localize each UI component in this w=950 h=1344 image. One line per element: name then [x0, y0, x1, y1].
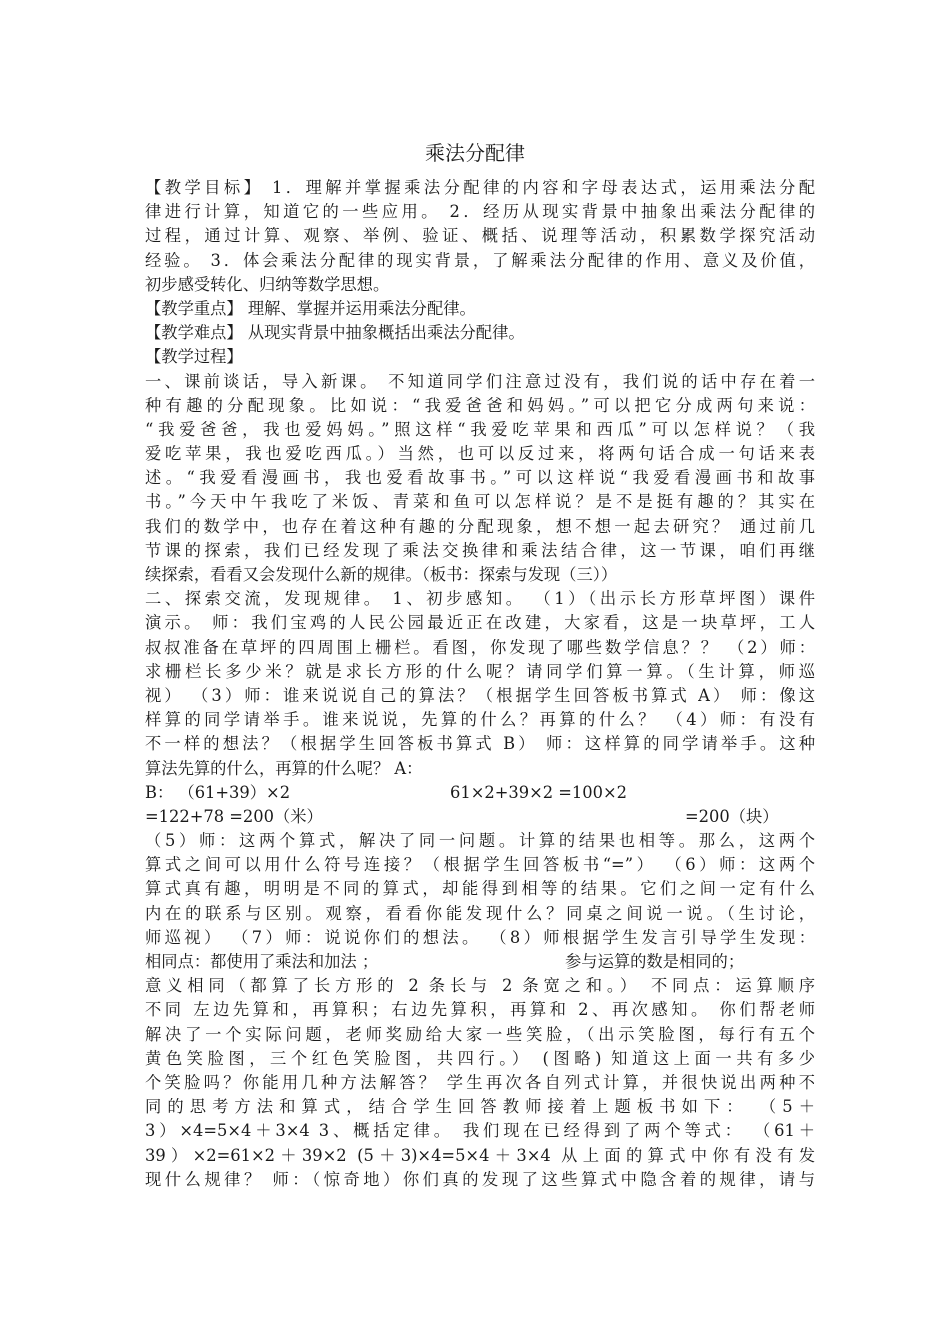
text-line: 【教学目标】 1．理解并掌握乘法分配律的内容和字母表达式，运用乘法分配: [145, 178, 815, 197]
text-line: 经验。 3．体会乘法分配律的现实背景，了解乘法分配律的作用、意义及价值，: [145, 250, 815, 270]
text-line: 黄色笑脸图，三个红色笑脸图，共四行。） (图略) 知道这上面一共有多少: [145, 1048, 815, 1068]
text-line: [145, 781, 815, 805]
text-line: 解决了一个实际问题，老师奖励给大家一些笑脸，（出示笑脸图，每行有五个: [145, 1024, 815, 1044]
text-line: 3）×4=5×4＋3×4 3、概括定律。 我们现在已经得到了两个等式： （61＋: [145, 1121, 815, 1141]
text-line: 律进行计算，知道它的一些应用。 2．经历从现实背景中抽象出乘法分配律的: [145, 202, 815, 222]
text-segment: 参与运算的数是相同的；: [565, 952, 745, 971]
text-line: （5）师：这两个算式，解决了同一问题。计算的结果也相等。那么，这两个: [145, 831, 815, 851]
text-line: 续探索，看看又会发现什么新的规律。（板书：探索与发现（三））: [145, 565, 618, 584]
text-line: 意义相同（都算了长方形的 2 条长与 2 条宽之和。） 不同点：运算顺序: [145, 976, 815, 996]
text-line: 现什么规律？ 师：（惊奇地）你们真的发现了这些算式中隐含着的规律，请与: [145, 1169, 815, 1189]
text-line: 算式之间可以用什么符号连接？（根据学生回答板书“=”） （6）师：这两个: [145, 855, 815, 875]
text-line: 爱吃苹果，我也爱吃西瓜。）当然，也可以反过来，将两句话合成一句话来表: [145, 444, 815, 464]
text-line: 二、探索交流，发现规律。 1、初步感知。 （1）（出示长方形草坪图）课件: [145, 589, 815, 609]
text-line: 初步感受转化、归纳等数学思想。: [145, 274, 390, 294]
text-line: 样算的同学请举手。谁来说说，先算的什么？再算的什么？ （4）师：有没有: [145, 710, 815, 730]
text-line: 师巡视） （7）师：说说你们的想法。 （8）师根据学生发言引导学生发现：: [145, 927, 815, 947]
text-line: 我们的数学中，也存在着这种有趣的分配现象，想不想一起去研究？ 通过前几: [145, 516, 815, 536]
text-line: 视） （3）师：谁来说说自己的算法？（根据学生回答板书算式 A） 师：像这: [145, 685, 815, 705]
text-segment: =200（块）: [685, 806, 779, 826]
text-line: 【教学重点】 理解、掌握并运用乘法分配律。: [145, 298, 476, 318]
text-line: 个笑脸吗？你能用几种方法解答？ 学生再次各自列式计算，并很快说出两种不: [145, 1072, 815, 1092]
text-line: 不同 左边先算和，再算积；右边先算积，再算和 2、再次感知。 你们帮老师: [145, 1000, 815, 1020]
text-line: 演示。 师：我们宝鸡的人民公园最近正在改建，大家看，这是一块草坪，工人: [145, 613, 815, 633]
text-line: 种有趣的分配现象。比如说：“我爱爸爸和妈妈。”可以把它分成两句来说：: [145, 395, 815, 415]
text-line: 节课的探索，我们已经发现了乘法交换律和乘法结合律，这一节课，咱们再继: [145, 540, 815, 560]
text-line: 【教学难点】 从现实背景中抽象概括出乘法分配律。: [145, 323, 525, 343]
text-line: 书。”今天中午我吃了米饭、青菜和鱼可以怎样说？是不是挺有趣的？其实在: [145, 492, 815, 512]
text-line: 内在的联系与区别。观察，看看你能发现什么？同桌之间说一说。（生讨论，: [145, 903, 815, 923]
text-segment: 相同点：都使用了乘法和加法 ；: [145, 952, 379, 971]
text-line: 述。“我爱看漫画书，我也爱看故事书。”可以这样说“我爱看漫画书和故事: [145, 468, 815, 488]
text-line: 【教学过程】: [145, 347, 243, 367]
text-line: 一、课前谈话，导入新课。 不知道同学们注意过没有，我们说的话中存在着一: [145, 371, 815, 391]
document-title: 乘法分配律: [425, 141, 525, 165]
text-line: 同的思考方法和算式，结合学生回答教师接着上题板书如下： （5＋: [145, 1097, 815, 1117]
text-line: “我爱爸爸，我也爱妈妈。”照这样“我爱吃苹果和西瓜”可以怎样说？（我: [145, 419, 815, 439]
text-line: 叔叔准备在草坪的四周围上栅栏。看图，你发现了哪些数学信息？？ （2）师：: [145, 637, 815, 657]
text-segment: B： （61+39）×2: [145, 782, 291, 802]
text-line: 39）×2=61×2＋39×2 (5＋3)×4=5×4＋3×4 从上面的算式中你有没有发: [145, 1145, 815, 1165]
text-line: [145, 805, 815, 829]
text-segment: =122+78 =200（米）: [145, 806, 323, 826]
text-line: 不一样的想法？（根据学生回答板书算式 B） 师：这样算的同学请举手。这种: [145, 734, 815, 754]
text-line: 求栅栏长多少米？就是求长方形的什么呢？请同学们算一算。（生计算，师巡: [145, 661, 815, 681]
text-line: [145, 950, 815, 974]
text-line: 算法先算的什么，再算的什么呢？ A：: [145, 758, 423, 778]
text-line: 算式真有趣，明明是不同的算式，却能得到相等的结果。它们之间一定有什么: [145, 879, 815, 899]
text-line: 过程，通过计算、观察、举例、验证、概括、说理等活动，积累数学探究活动: [145, 226, 815, 246]
text-segment: 61×2+39×2 =100×2: [450, 782, 627, 802]
document-body: [145, 176, 815, 1192]
